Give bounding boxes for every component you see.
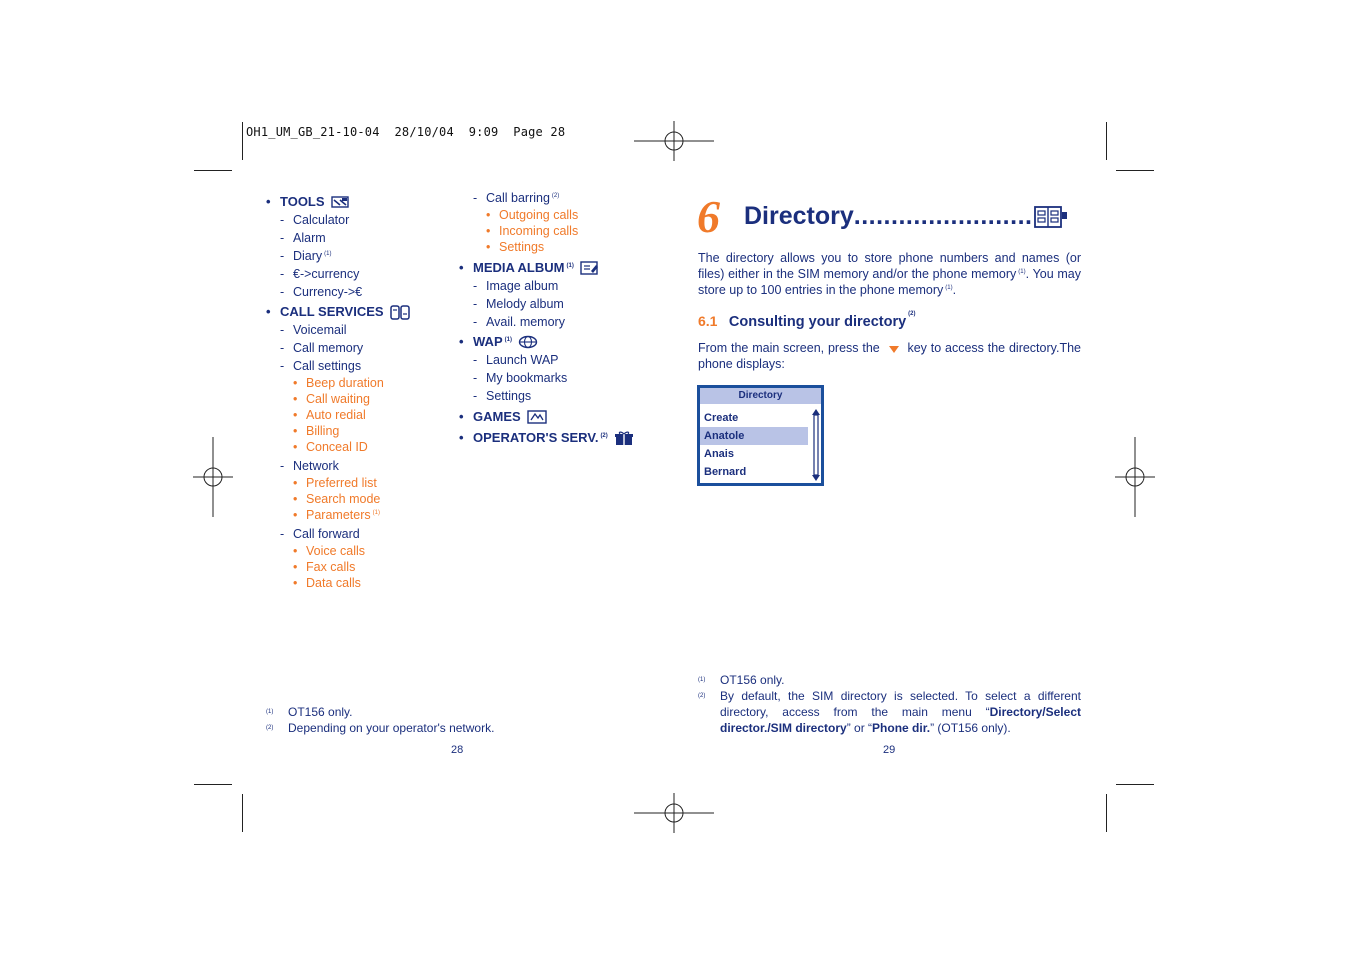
crop-mark — [242, 794, 243, 832]
item-label: Call waiting — [306, 392, 370, 406]
crop-mark — [1106, 794, 1107, 832]
games-icon — [527, 410, 547, 424]
sub-item: • Call waiting — [293, 392, 370, 406]
sub-item: • Outgoing calls — [486, 208, 579, 222]
footnote-ref: (1) — [372, 510, 380, 516]
item-label: Alarm — [293, 231, 326, 245]
footnote-ref: (2) — [600, 433, 608, 439]
registration-mark-icon — [634, 121, 714, 161]
menu-path: Directory/Select director./SIM directory — [720, 705, 1081, 735]
section-tools: • TOOLS — [266, 193, 446, 211]
section-text: key to access the directory.The phone displays: — [698, 341, 1081, 371]
registration-mark-icon — [634, 793, 714, 833]
sub-item: • Preferred list — [293, 476, 377, 490]
footnote — [266, 720, 526, 736]
item-label: Billing — [306, 424, 340, 438]
list-item: - €->currency — [280, 267, 360, 281]
list-item: - Currency->€ — [280, 285, 363, 299]
section-label: TOOLS — [280, 194, 325, 209]
chapter-number: 6 — [697, 191, 720, 242]
section-games: • GAMES — [459, 408, 649, 426]
section-title: Consulting your directory — [728, 314, 907, 330]
item-label: Call settings — [293, 359, 362, 373]
footnote-text: OT156 only. — [720, 673, 785, 687]
list-item: - Call settings — [280, 359, 362, 373]
down-key-icon — [887, 344, 901, 354]
wap-icon — [518, 335, 538, 349]
footnote-text-part: By default, the SIM directory is selected. To select a different directory, access from the main menu “ — [720, 689, 1081, 719]
footnote-mark: (1) — [266, 709, 274, 715]
item-label: €->currency — [293, 267, 360, 281]
footnote — [698, 688, 1081, 736]
section-label: OPERATOR'S SERV. — [473, 430, 599, 445]
list-item: - Image album — [473, 279, 559, 293]
section-heading — [698, 313, 916, 331]
section-label: WAP — [473, 334, 503, 349]
sub-item: • Beep duration — [293, 376, 384, 390]
item-label: Network — [293, 459, 339, 473]
menu-path: Phone dir. — [872, 721, 931, 735]
section-number: 6.1 — [698, 313, 718, 329]
chapter-heading — [744, 202, 1068, 231]
section-label: CALL SERVICES — [280, 304, 384, 319]
item-label: Conceal ID — [306, 440, 368, 454]
item-label: Diary — [293, 249, 323, 263]
registration-mark-icon — [193, 437, 233, 517]
list-item: - My bookmarks — [473, 371, 568, 385]
list-item: - Calculator — [280, 213, 350, 227]
item-label: Call barring — [486, 191, 550, 205]
footnote-text: OT156 only. — [288, 705, 353, 719]
item-label: Call forward — [293, 527, 360, 541]
item-label: Beep duration — [306, 376, 384, 390]
section-paragraph — [698, 340, 1081, 372]
footnote-ref: (2) — [908, 311, 916, 317]
crop-mark — [1116, 170, 1154, 171]
list-item: - Avail. memory — [473, 315, 565, 329]
section-call-services: • CALL SERVICES — [266, 303, 446, 321]
list-item: - Diary $^{(1)}$ — [280, 249, 332, 263]
section-text: From the main screen, press the — [698, 341, 880, 355]
item-label: Voicemail — [293, 323, 347, 337]
call-services-icon — [390, 305, 410, 320]
intro-text: . — [952, 283, 957, 297]
footnote-ref: (1) — [504, 337, 512, 343]
print-header: OH1_UM_GB_21-10-04 28/10/04 9:09 Page 28 — [246, 125, 566, 139]
item-label: Avail. memory — [486, 315, 565, 329]
footnote-mark: (2) — [266, 725, 274, 731]
list-item: - Network — [280, 459, 339, 473]
sub-item: • Conceal ID — [293, 440, 368, 454]
sub-item: • Incoming calls — [486, 224, 579, 238]
item-label: Image album — [486, 279, 559, 293]
section-label: GAMES — [473, 409, 521, 424]
sub-item: • Voice calls — [293, 544, 366, 558]
list-item: - Alarm — [280, 231, 326, 245]
page-number: 29 — [883, 744, 896, 756]
item-label: Outgoing calls — [499, 208, 579, 222]
list-item: - Call forward — [280, 527, 360, 541]
footnote-text: Depending on your operator's network. — [288, 721, 495, 735]
screen-item: Bernard — [704, 466, 747, 478]
item-label: Melody album — [486, 297, 564, 311]
list-item: - Call barring $^{(2)}$ — [473, 191, 560, 205]
sub-item: • Auto redial — [293, 408, 366, 422]
item-label: Preferred list — [306, 476, 377, 490]
footnote-mark: (2) — [698, 693, 706, 699]
section-operator-services: • OPERATOR'S SERV. $^{(2)}$ — [459, 429, 649, 447]
crop-mark — [1106, 122, 1107, 160]
sub-item: • Billing — [293, 424, 340, 438]
gift-icon — [614, 431, 634, 446]
list-item: - Call memory — [280, 341, 364, 355]
item-label: Voice calls — [306, 544, 366, 558]
item-label: Data calls — [306, 576, 361, 590]
item-label: Incoming calls — [499, 224, 579, 238]
list-item: - Launch WAP — [473, 353, 559, 367]
footnote-mark: (1) — [698, 677, 706, 683]
list-item: - Settings — [473, 389, 532, 403]
screen-title: Directory — [700, 388, 821, 404]
directory-icon — [1034, 205, 1068, 229]
footnote-ref: (1) — [566, 263, 574, 269]
sub-item: • Fax calls — [293, 560, 356, 574]
item-label: Fax calls — [306, 560, 356, 574]
phone-screen — [697, 385, 824, 486]
intro-paragraph — [698, 250, 1081, 298]
footnote-text-part: ” or “ — [846, 721, 873, 735]
crop-mark — [194, 784, 232, 785]
sub-item: • Search mode — [293, 492, 381, 506]
item-label: Parameters — [306, 508, 371, 522]
item-label: Launch WAP — [486, 353, 559, 367]
crop-mark — [1116, 784, 1154, 785]
item-label: Auto redial — [306, 408, 366, 422]
list-item: - Voicemail — [280, 323, 347, 337]
footnote-ref: (2) — [551, 193, 560, 199]
list-item: - Melody album — [473, 297, 564, 311]
section-media-album: • MEDIA ALBUM $^{(1)}$ — [459, 259, 649, 277]
item-label: Calculator — [293, 213, 350, 227]
tools-icon — [331, 195, 349, 209]
item-label: My bookmarks — [486, 371, 568, 385]
item-label: Settings — [486, 389, 532, 403]
footnote-text-part: ” (OT156 only). — [930, 721, 1011, 735]
footnote-text — [720, 688, 1081, 736]
footnote-ref: (1) — [1018, 269, 1026, 275]
chapter-title: Directory — [744, 202, 854, 230]
footnote-ref: (1) — [945, 285, 953, 291]
sub-item: • Parameters $^{(1)}$ — [293, 508, 380, 522]
scrollbar-icon — [811, 408, 821, 484]
menu-column-2 — [459, 189, 649, 447]
item-label: Search mode — [306, 492, 381, 506]
intro-text: . You may store up to 100 entries in the phone memory — [698, 267, 1082, 297]
section-wap: • WAP $^{(1)}$ — [459, 333, 649, 351]
footnote — [266, 704, 526, 720]
section-label: MEDIA ALBUM — [473, 260, 565, 275]
footnotes-right — [698, 672, 1081, 736]
sub-item: • Data calls — [293, 576, 361, 590]
menu-column-1 — [266, 193, 446, 591]
page-number: 28 — [451, 744, 464, 756]
footnotes-left — [266, 704, 526, 736]
screen-item-selected: Anatole — [700, 427, 808, 445]
chapter-leader-dots: ........................ — [853, 202, 1033, 230]
crop-mark — [194, 170, 232, 171]
registration-mark-icon — [1115, 437, 1155, 517]
item-label: Currency->€ — [293, 285, 363, 299]
item-label: Settings — [499, 240, 545, 254]
screen-item-create: Create — [704, 412, 739, 424]
footnote-ref: (1) — [324, 251, 332, 257]
item-label: Call memory — [293, 341, 364, 355]
screen-item: Anais — [704, 448, 734, 460]
media-album-icon — [580, 261, 600, 275]
footnote — [698, 672, 1081, 688]
sub-item: • Settings — [486, 240, 545, 254]
intro-text: The directory allows you to store phone numbers and names (or files) either in the SIM memory and/or the phone memory — [698, 251, 1081, 281]
crop-mark — [242, 122, 243, 160]
